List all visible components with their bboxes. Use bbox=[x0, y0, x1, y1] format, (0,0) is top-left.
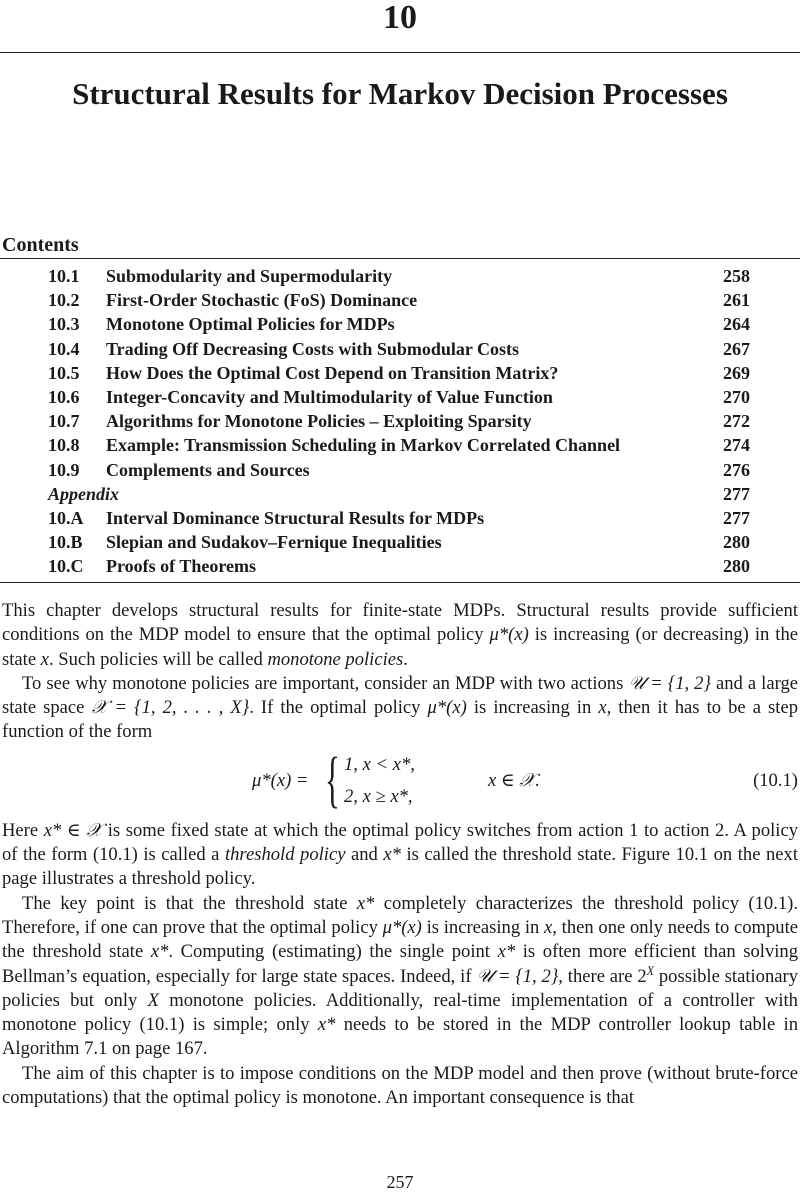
toc-title: Slepian and Sudakov–Fernique Inequalities bbox=[106, 532, 442, 553]
toc-title: Integer-Concavity and Multimodularity of Value Function bbox=[106, 386, 553, 407]
toc-entry[interactable] bbox=[0, 458, 800, 482]
toc-page: 261 bbox=[723, 290, 750, 311]
toc-entry[interactable] bbox=[0, 385, 800, 409]
paragraph-key-point: The key point is that the threshold state x* completely characterizes the threshold policy (10.1). Therefore, if one can prove that the optimal policy μ*(x) is increasing in x, then one only needs to compute the threshold state x*. Computing (estimating) the single point x* is often more efficient than solving Bellman’s equation, especially for large state spaces. Indeed, if 𝒰 = {1, 2}, there are $2^X$ possible stationary policies but only X monotone policies. Additionally, real-time implementation of a controller with monotone policy (10.1) is simple; only x* needs to be stored in the MDP controller lookup table in Algorithm 7.1 on page 167. bbox=[2, 892, 799, 1060]
toc-entry[interactable] bbox=[0, 264, 800, 288]
table-of-contents bbox=[0, 264, 800, 578]
equation-case-2: 2, x ≥ x*, bbox=[344, 785, 413, 807]
toc-appendix[interactable] bbox=[0, 482, 800, 506]
top-rule bbox=[0, 52, 800, 53]
toc-page: 277 bbox=[723, 507, 750, 528]
toc-number: 10.6 bbox=[48, 386, 80, 407]
toc-page: 280 bbox=[723, 556, 750, 577]
toc-entry[interactable] bbox=[0, 361, 800, 385]
equation-number: (10.1) bbox=[753, 769, 798, 791]
toc-title: Trading Off Decreasing Costs with Submodular Costs bbox=[106, 338, 520, 359]
page-number: 257 bbox=[386, 1172, 414, 1192]
toc-title: Complements and Sources bbox=[106, 459, 310, 480]
toc-number: 10.5 bbox=[48, 362, 80, 383]
toc-title: First-Order Stochastic (FoS) Dominance bbox=[106, 290, 418, 311]
toc-number: 10.C bbox=[48, 556, 84, 577]
toc-number: 10.2 bbox=[48, 290, 80, 311]
toc-entry[interactable] bbox=[0, 506, 800, 530]
toc-page: 277 bbox=[723, 483, 750, 504]
toc-page: 280 bbox=[723, 532, 750, 553]
toc-title: Algorithms for Monotone Policies – Exploiting Sparsity bbox=[106, 411, 532, 432]
toc-page: 270 bbox=[723, 386, 750, 407]
paragraph-aim: The aim of this chapter is to impose conditions on the MDP model and then prove (without brute-force computations) that the optimal policy is monotone. An important consequence is that bbox=[2, 1062, 798, 1109]
toc-title: Submodularity and Supermodularity bbox=[106, 266, 393, 286]
toc-number: 10.8 bbox=[48, 435, 80, 456]
toc-page: 272 bbox=[723, 411, 750, 432]
toc-entry[interactable] bbox=[0, 554, 800, 578]
equation-case-1: 1, x < x*, bbox=[344, 753, 415, 775]
equation-10-1 bbox=[2, 745, 798, 819]
toc-title: Proofs of Theorems bbox=[106, 556, 256, 577]
toc-title: Interval Dominance Structural Results for MDPs bbox=[106, 507, 485, 528]
toc-number: 10.A bbox=[48, 507, 84, 528]
toc-page: 269 bbox=[723, 362, 750, 383]
toc-entry[interactable] bbox=[0, 312, 800, 336]
contents-heading: Contents bbox=[2, 234, 79, 256]
toc-number: 10.4 bbox=[48, 338, 80, 359]
toc-number: 10.9 bbox=[48, 459, 80, 480]
contents-rule-bottom bbox=[0, 582, 800, 583]
chapter-number: 10 bbox=[383, 0, 417, 36]
body-text bbox=[2, 599, 798, 1110]
toc-number: 10.7 bbox=[48, 411, 80, 432]
paragraph-intro: This chapter develops structural results for finite-state MDPs. Structural results provide sufficient conditions on the MDP model to ensure that the optimal policy μ*(x) is increasing (or decreasing) in the state x. Such policies will be called monotone policies. bbox=[2, 600, 799, 670]
toc-entry[interactable] bbox=[0, 288, 800, 312]
toc-number: 10.B bbox=[48, 532, 83, 553]
toc-entry[interactable] bbox=[0, 337, 800, 361]
toc-number: 10.3 bbox=[48, 314, 80, 335]
toc-title: Monotone Optimal Policies for MDPs bbox=[106, 314, 395, 335]
paragraph-threshold: Here x* ∈ 𝒳 is some fixed state at which the optimal policy switches from action 1 to action 2. A policy of the form (10.1) is called a threshold policy and x* is called the threshold state. Figure 10.1 on the next page illustrates a threshold policy. bbox=[2, 819, 798, 890]
brace-symbol: { bbox=[325, 745, 340, 814]
toc-page: 264 bbox=[723, 314, 750, 335]
paragraph-motivation: To see why monotone policies are important, consider an MDP with two actions 𝒰 = {1, 2} and a large state space 𝒳 = {1, 2, . . . , X}. If the optimal policy μ*(x) is increasing in x, then it has to be a step function of the form bbox=[2, 672, 798, 743]
equation-domain: x ∈ 𝒳. bbox=[488, 769, 540, 791]
toc-appendix-label: Appendix bbox=[48, 483, 120, 504]
chapter-title: Structural Results for Markov Decision Processes bbox=[72, 76, 728, 111]
contents-rule-top bbox=[0, 258, 800, 259]
toc-entry[interactable] bbox=[0, 433, 800, 457]
toc-page: 274 bbox=[723, 435, 750, 456]
toc-page: 258 bbox=[723, 266, 750, 286]
toc-title: How Does the Optimal Cost Depend on Transition Matrix? bbox=[106, 362, 559, 383]
equation-lhs: μ*(x) = bbox=[252, 769, 309, 791]
toc-title: Example: Transmission Scheduling in Markov Correlated Channel bbox=[106, 435, 621, 456]
toc-entry[interactable] bbox=[0, 409, 800, 433]
toc-entry[interactable] bbox=[0, 530, 800, 554]
toc-number: 10.1 bbox=[48, 266, 80, 286]
toc-page: 276 bbox=[723, 459, 750, 480]
toc-page: 267 bbox=[723, 338, 750, 359]
